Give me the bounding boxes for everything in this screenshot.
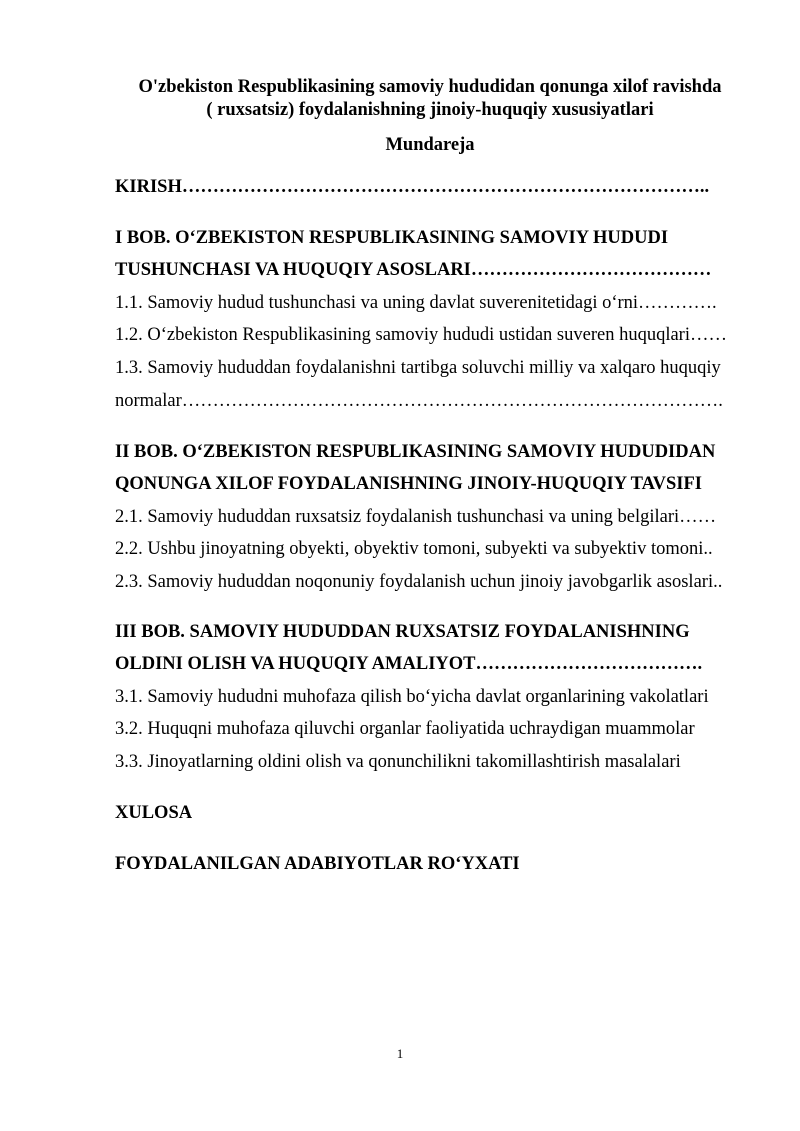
toc-entry-3-1: 3.1. Samoviy hududni muhofaza qilish bo‘yicha davlat organlarining vakolatlari: [115, 687, 709, 707]
toc-entry-1-2: 1.2. O‘zbekiston Respublikasining samoviy hududi ustidan suveren huquqlari……: [115, 325, 727, 345]
document-title-line-2: ( ruxsatsiz) foydalanishning jinoiy-huquqiy xususiyatlari: [206, 100, 654, 120]
toc-entry-2-3: 2.3. Samoviy hududdan noqonuniy foydalanish uchun jinoiy javobgarlik asoslari..: [115, 572, 723, 592]
toc-entry-2-1: 2.1. Samoviy hududdan ruxsatsiz foydalanish tushunchasi va uning belgilari……: [115, 507, 717, 527]
page-number: 1: [396, 1046, 404, 1061]
toc-entry-references: FOYDALANILGAN ADABIYOTLAR RO‘YXATI: [115, 854, 520, 874]
toc-entry-1-3-continued: normalar…………………………………………………………………………….: [115, 391, 723, 411]
toc-entry-1-3: 1.3. Samoviy hududdan foydalanishni tartibga soluvchi milliy va xalqaro huquqiy: [115, 358, 721, 378]
toc-entry-intro: KIRISH…………………………………………………………………………..: [115, 177, 710, 197]
toc-chapter-1-title-line-2: TUSHUNCHASI VA HUQUQIY ASOSLARI…………………………………: [115, 260, 712, 280]
document-title-line-1: O'zbekiston Respublikasining samoviy hududidan qonunga xilof ravishda: [138, 77, 722, 97]
toc-entry-conclusion: XULOSA: [115, 803, 193, 823]
toc-chapter-3-title-line-1: III BOB. SAMOVIY HUDUDDAN RUXSATSIZ FOYDALANISHNING: [115, 622, 690, 642]
toc-chapter-1-title-line-1: I BOB. O‘ZBEKISTON RESPUBLIKASINING SAMOVIY HUDUDI: [115, 228, 669, 248]
toc-entry-2-2: 2.2. Ushbu jinoyatning obyekti, obyektiv tomoni, subyekti va subyektiv tomoni..: [115, 539, 713, 559]
toc-chapter-2-title-line-2: QONUNGA XILOF FOYDALANISHNING JINOIY-HUQUQIY TAVSIFI: [115, 474, 702, 494]
toc-entry-1-1: 1.1. Samoviy hudud tushunchasi va uning davlat suverenitetidagi o‘rni………….: [115, 293, 717, 313]
toc-heading: Mundareja: [385, 135, 475, 155]
toc-entry-3-3: 3.3. Jinoyatlarning oldini olish va qonunchilikni takomillashtirish masalalari: [115, 752, 681, 772]
toc-entry-3-2: 3.2. Huquqni muhofaza qiluvchi organlar faoliyatida uchraydigan muammolar: [115, 719, 695, 739]
toc-chapter-3-title-line-2: OLDINI OLISH VA HUQUQIY AMALIYOT……………………………….: [115, 654, 703, 674]
toc-chapter-2-title-line-1: II BOB. O‘ZBEKISTON RESPUBLIKASINING SAMOVIY HUDUDIDAN: [115, 442, 716, 462]
